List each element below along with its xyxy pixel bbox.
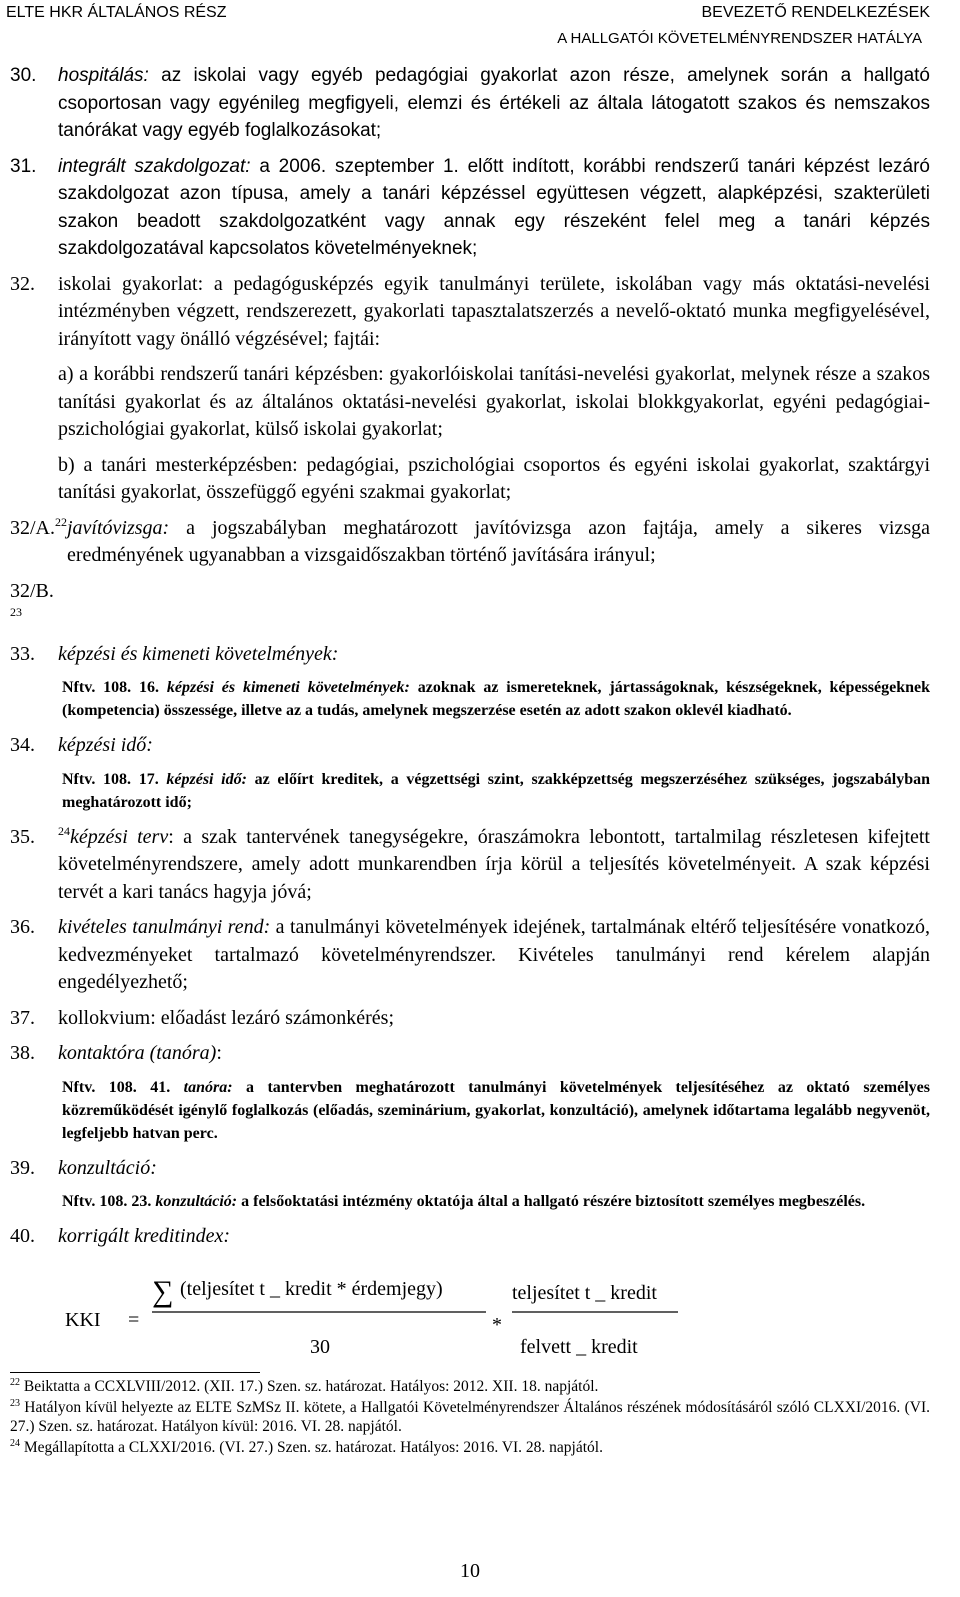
- footnotes: [10, 1372, 930, 1459]
- footnote-23: $^{23}$ Hatályon kívül helyezte az ELTE SzMSz II. kötete, a Hallgatói Követelményrendszer Általános részének módosításáról szóló CLXXI/2016. (VI. 27.) Szen. sz. határozat. Hatályon kívül: 2016. VI. 28. napjától.: [10, 1398, 930, 1435]
- item-number: 34.: [10, 734, 35, 756]
- item-number: 31.: [10, 155, 37, 177]
- definition-32: [10, 271, 930, 354]
- item-number: 35.: [10, 825, 35, 848]
- item-text: a tanulmányi követelmények idejének, tartalmának eltérő teljesítésére vonatkozó, kedvezményeket tartalmazó követelményrendszer. Kivételes tanulmányi rend kérelem alapján engedélyezhető;: [58, 916, 931, 993]
- formula-svg: [10, 1259, 710, 1363]
- header-right: BEVEZETŐ RENDELKEZÉSEK: [701, 4, 930, 21]
- item-number: 32/B.: [10, 579, 54, 602]
- definition-32a: [10, 515, 930, 570]
- item-text: a jogszabályban meghatározott javítóvizsga azon fajtája, amely a sikeres vizsga eredményének ugyanabban a vizsgaidőszakban történő javítására irányul;: [67, 516, 930, 566]
- kki-formula: [10, 1259, 930, 1363]
- law-quote-38: Nftv. 108. 41. tanóra: a tantervben meghatározott tanulmányi követelmények teljesítéséhez az oktató személyes közreműködését igénylő foglalkozás (előadás, szeminárium, gyakorlat, konzultáció), amelynek időtartama legalább negyvenöt, legfeljebb hatvan perc.: [62, 1078, 930, 1142]
- item-number: 33.: [10, 642, 35, 665]
- header-right-sub: A HALLGATÓI KÖVETELMÉNYRENDSZER HATÁLYA: [557, 30, 922, 47]
- definition-32b: [10, 578, 930, 633]
- formula-denominator-2: felvett _ kredit: [520, 1335, 638, 1358]
- item-text: iskolai gyakorlat: a pedagógusképzés egyik tanulmányi területe, iskolában vagy más oktatási-nevelési intézményben végzett, rendszerezett, gyakorlati tapasztalatszerzés a nevelő-oktató munka megfigyelésével, irányított vagy önálló végzésével; fajtái:: [58, 272, 930, 350]
- definition-40: [10, 1223, 930, 1251]
- page-number: 10: [460, 1560, 480, 1582]
- item-term: képzési terv: [70, 825, 169, 848]
- item-number: 36.: [10, 916, 35, 938]
- formula-numerator-2: teljesítet t _ kredit: [512, 1281, 657, 1304]
- item-number: 30.: [10, 65, 37, 86]
- item-number: 38.: [10, 1042, 35, 1064]
- definition-36: [10, 914, 930, 997]
- item-term: javítóvizsga:: [67, 516, 170, 539]
- item-number: 39.: [10, 1156, 35, 1179]
- definition-31: [10, 153, 930, 263]
- footnote-separator: [10, 1372, 260, 1373]
- definition-32-b: b) a tanári mesterképzésben: pedagógiai, pszichológiai csoportos és egyéni iskolai gyakorlat, szaktárgyi tanítási gyakorlat, összefüggő egyéni szakmai gyakorlat;: [58, 453, 930, 503]
- footnote-22: $^{22}$ Beiktatta a CCXLVIII/2012. (XII. 17.) Szen. sz. határozat. Hatályos: 2012. XII. 18. napjától.: [10, 1377, 599, 1395]
- formula-numerator-1: (teljesítet t _ kredit * érdemjegy): [180, 1277, 443, 1300]
- footnote-ref[interactable]: 24: [58, 823, 70, 838]
- item-term: kontaktóra (tanóra): [58, 1042, 217, 1064]
- formula-lhs: KKI: [65, 1308, 101, 1331]
- law-quote-34: Nftv. 108. 17. képzési idő: az előírt kreditek, a végzettségi szint, szakképzettség megszerzéséhez szükséges, jogszabályban meghatározott idő;: [62, 770, 931, 811]
- item-number: 40.: [10, 1225, 35, 1247]
- footnote-ref[interactable]: 23: [10, 605, 22, 619]
- item-number: 32/A.: [10, 516, 55, 539]
- definition-37: [10, 1005, 930, 1033]
- item-number: 37.: [10, 1006, 35, 1029]
- document-body: [10, 62, 930, 1375]
- law-quote-39: Nftv. 108. 23. konzultáció: a felsőoktatási intézmény oktatója által a hallgató részére biztosított személyes megbeszélés.: [62, 1193, 866, 1210]
- definition-38: 38. kontaktóra (tanóra):: [10, 1040, 930, 1068]
- formula-times: *: [492, 1313, 502, 1336]
- definition-32-a: a) a korábbi rendszerű tanári képzésben: gyakorlóiskolai tanítási-nevelési gyakorlat, melynek része a szakos tanítási gyakorlat és az általános oktatási-nevelési gyakorlat, iskolai blokkgyakorlat, egyéni pedagógiai-pszichológiai gyakorlat, külső iskolai gyakorlat;: [58, 363, 930, 440]
- item-text: az iskolai vagy egyéb pedagógiai gyakorlat azon része, amelynek során a hallgató csoportosan vagy egyénileg megfigyeli, elemzi és értékeli az általa látogatott szakos és nemszakos tanórákat vagy egyéb foglalkozásokat;: [58, 65, 930, 141]
- item-term: kivételes tanulmányi rend:: [58, 916, 271, 938]
- footnote-24: $^{24}$ Megállapította a CLXXI/2016. (VI. 27.) Szen. sz. határozat. Hatályos: 2016. VI. 28. napjától.: [10, 1438, 603, 1456]
- formula-equals: =: [128, 1308, 140, 1331]
- definition-34: [10, 732, 930, 760]
- item-term: hospitálás:: [58, 65, 149, 86]
- item-number: 32.: [10, 272, 35, 295]
- definition-33: [10, 641, 930, 669]
- formula-denominator-1: 30: [310, 1335, 330, 1358]
- header-left: ELTE HKR ÁLTALÁNOS RÉSZ: [6, 4, 227, 21]
- definition-35: [10, 824, 930, 907]
- item-text: kollokvium: előadást lezáró számonkérés;: [58, 1006, 395, 1029]
- item-term: képzési és kimeneti követelmények:: [58, 642, 339, 665]
- footnote-ref[interactable]: 22: [55, 514, 67, 529]
- item-text: : a szak tantervének tanegységekre, óraszámokra lebontott, tartalmilag részletesen kifejtett követelményrendszere, amely adott munkarendben írja körül a teljesítés követelményeit. A szak képzési tervét a kari tanács hagyja jóvá;: [58, 825, 930, 903]
- law-quote-33: Nftv. 108. 16. képzési és kimeneti követelmények: azoknak az ismereteknek, jártasságoknak, készségeknek, képességeknek (kompetencia) összessége, illetve az a tudás, amelynek megszerzése esetén az adott szakon oklevél kiadható.: [62, 679, 930, 719]
- item-term: képzési idő:: [58, 734, 153, 756]
- page-header: [0, 4, 930, 52]
- definition-39: [10, 1155, 930, 1183]
- item-term: korrigált kreditindex:: [58, 1225, 230, 1247]
- item-term: integrált szakdolgozat:: [58, 155, 251, 177]
- definition-30: [10, 62, 930, 145]
- item-text: a 2006. szeptember 1. előtt indított, korábbi rendszerű tanári képzést lezáró szakdolgozat azon típusa, amely a tanári képzéssel együttesen végzett, alapképzési, szakterületi szakon beadott szakdolgozatként vagy annak egy részeként felel meg a tanári képzés szakdolgozatával kapcsolatos követelményeknek;: [58, 155, 930, 259]
- formula-sigma: ∑: [152, 1274, 174, 1308]
- item-term: konzultáció:: [58, 1156, 157, 1179]
